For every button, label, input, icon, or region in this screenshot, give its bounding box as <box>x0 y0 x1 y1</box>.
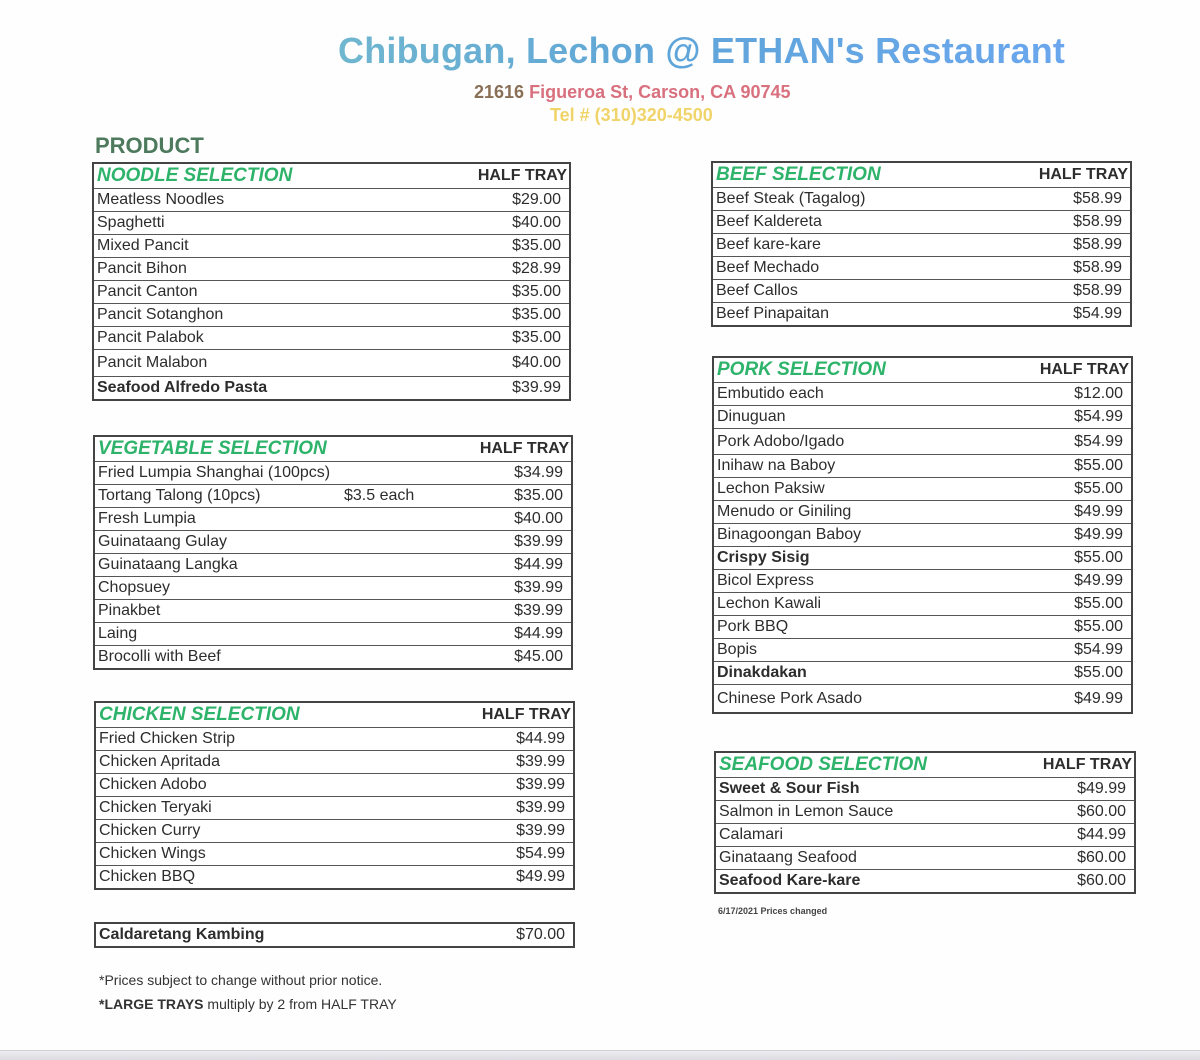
item-note <box>341 554 444 577</box>
item-price: $49.99 <box>985 501 1132 524</box>
item-price: $60.00 <box>1006 870 1135 894</box>
item-price: $28.99 <box>417 258 570 281</box>
section-title-text: NOODLE SELECTION <box>97 164 293 186</box>
menu-row <box>713 501 1132 524</box>
vegetable-selection-table <box>93 435 573 670</box>
item-price: $39.99 <box>444 577 572 600</box>
item-note <box>341 646 444 670</box>
item-name: Chopsuey <box>94 577 341 600</box>
item-price: $35.00 <box>417 281 570 304</box>
item-name: Beef kare-kare <box>712 234 982 257</box>
item-price: $49.99 <box>985 524 1132 547</box>
item-name: Dinakdakan <box>713 662 985 685</box>
item-name: Pancit Malabon <box>93 350 417 377</box>
section-title <box>712 162 982 188</box>
menu-row <box>94 485 572 508</box>
item-name: Seafood Alfredo Pasta <box>93 377 417 401</box>
large-tray-text: multiply by 2 from HALF TRAY <box>203 996 397 1012</box>
menu-row <box>715 801 1135 824</box>
item-name: Beef Pinapaitan <box>712 303 982 327</box>
item-price: $70.00 <box>449 923 574 947</box>
menu-row <box>712 257 1131 280</box>
item-price: $60.00 <box>1006 847 1135 870</box>
section-title-text: CHICKEN SELECTION <box>99 703 300 725</box>
item-price: $54.99 <box>982 303 1131 327</box>
menu-row <box>94 646 572 670</box>
section-header-row <box>712 162 1131 188</box>
item-name: Pancit Bihon <box>93 258 417 281</box>
item-price: $54.99 <box>985 406 1132 429</box>
item-price: $44.99 <box>1006 824 1135 847</box>
item-price: $54.99 <box>423 843 574 866</box>
menu-row <box>712 303 1131 327</box>
noodle-selection-table <box>92 162 571 401</box>
menu-row <box>95 728 574 751</box>
item-price: $58.99 <box>982 211 1131 234</box>
item-price: $39.99 <box>417 377 570 401</box>
item-note <box>341 508 444 531</box>
item-price: $55.00 <box>985 662 1132 685</box>
item-note: $3.5 each <box>341 485 444 508</box>
beef-selection-table <box>711 161 1132 327</box>
item-name: Chicken Wings <box>95 843 423 866</box>
item-name: Sweet & Sour Fish <box>715 778 1006 801</box>
item-name: Pinakbet <box>94 600 341 623</box>
menu-row <box>713 406 1132 429</box>
menu-row <box>713 455 1132 478</box>
restaurant-address <box>474 82 791 103</box>
item-name: Beef Steak (Tagalog) <box>712 188 982 211</box>
item-note <box>341 462 444 485</box>
item-name: Pancit Palabok <box>93 327 417 350</box>
half-tray-header: HALF TRAY <box>985 357 1132 383</box>
restaurant-title: Chibugan, Lechon @ ETHAN's Restaurant <box>338 30 1066 71</box>
menu-row <box>93 281 570 304</box>
menu-row <box>93 235 570 258</box>
item-price: $49.99 <box>423 866 574 890</box>
menu-row <box>713 383 1132 406</box>
menu-row <box>713 685 1132 714</box>
menu-row <box>95 774 574 797</box>
item-price: $44.99 <box>444 623 572 646</box>
section-header-row <box>95 702 574 728</box>
menu-row <box>95 866 574 890</box>
item-name: Guinataang Langka <box>94 554 341 577</box>
item-price: $54.99 <box>985 429 1132 455</box>
item-price: $55.00 <box>985 478 1132 501</box>
section-title-text: PORK SELECTION <box>717 358 886 380</box>
section-header-row <box>715 752 1135 778</box>
half-tray-header: HALF TRAY <box>1006 752 1135 778</box>
item-price: $55.00 <box>985 616 1132 639</box>
menu-row <box>93 189 570 212</box>
item-price: $39.99 <box>423 820 574 843</box>
item-price: $44.99 <box>444 554 572 577</box>
section-title-text: VEGETABLE SELECTION <box>98 437 327 459</box>
item-name: Fried Lumpia Shanghai (100pcs) <box>94 462 341 485</box>
menu-row <box>713 547 1132 570</box>
item-price: $39.99 <box>444 600 572 623</box>
menu-row <box>94 462 572 485</box>
item-name: Fresh Lumpia <box>94 508 341 531</box>
menu-row <box>713 662 1132 685</box>
menu-row <box>712 280 1131 303</box>
item-note <box>341 600 444 623</box>
menu-row <box>95 820 574 843</box>
item-name: Fried Chicken Strip <box>95 728 423 751</box>
menu-row <box>93 327 570 350</box>
item-name: Caldaretang Kambing <box>95 923 449 947</box>
item-price: $58.99 <box>982 280 1131 303</box>
item-name: Chicken BBQ <box>95 866 423 890</box>
item-name: Mixed Pancit <box>93 235 417 258</box>
half-tray-header: HALF TRAY <box>417 163 570 189</box>
item-name: Beef Mechado <box>712 257 982 280</box>
item-note <box>341 577 444 600</box>
item-name: Lechon Paksiw <box>713 478 985 501</box>
item-price: $12.00 <box>985 383 1132 406</box>
menu-row <box>94 600 572 623</box>
item-price: $35.00 <box>444 485 572 508</box>
item-price: $58.99 <box>982 234 1131 257</box>
item-name: Beef Kaldereta <box>712 211 982 234</box>
section-title <box>715 752 1006 778</box>
item-name: Dinuguan <box>713 406 985 429</box>
menu-row <box>715 824 1135 847</box>
item-price: $40.00 <box>417 212 570 235</box>
half-tray-header: HALF TRAY <box>982 162 1131 188</box>
menu-row <box>712 188 1131 211</box>
item-name: Embutido each <box>713 383 985 406</box>
menu-row <box>95 751 574 774</box>
item-name: Lechon Kawali <box>713 593 985 616</box>
item-name: Spaghetti <box>93 212 417 235</box>
item-name: Tortang Talong (10pcs) <box>94 485 341 508</box>
item-price: $39.99 <box>423 797 574 820</box>
item-name: Chicken Curry <box>95 820 423 843</box>
item-name: Bopis <box>713 639 985 662</box>
menu-row <box>95 843 574 866</box>
item-name: Pancit Canton <box>93 281 417 304</box>
product-label: PRODUCT <box>95 133 204 158</box>
item-price: $35.00 <box>417 235 570 258</box>
menu-row <box>93 258 570 281</box>
menu-row <box>94 623 572 646</box>
chicken-selection-table <box>94 701 575 890</box>
item-price: $45.00 <box>444 646 572 670</box>
menu-row <box>715 847 1135 870</box>
item-price: $58.99 <box>982 257 1131 280</box>
item-name: Laing <box>94 623 341 646</box>
section-header-row <box>94 436 572 462</box>
item-name: Chicken Apritada <box>95 751 423 774</box>
item-name: Seafood Kare-kare <box>715 870 1006 894</box>
special-item-table <box>94 922 575 948</box>
item-price: $54.99 <box>985 639 1132 662</box>
section-title <box>93 163 417 189</box>
item-price: $39.99 <box>423 774 574 797</box>
item-name: Menudo or Giniling <box>713 501 985 524</box>
item-price: $55.00 <box>985 455 1132 478</box>
restaurant-telephone: Tel # (310)320-4500 <box>550 105 713 125</box>
item-name: Chicken Teryaki <box>95 797 423 820</box>
large-tray-label: *LARGE TRAYS <box>99 996 204 1012</box>
section-header-row <box>713 357 1132 383</box>
menu-row <box>712 234 1131 257</box>
item-name: Meatless Noodles <box>93 189 417 212</box>
section-title-text: BEEF SELECTION <box>716 163 881 185</box>
large-tray-note <box>99 996 397 1012</box>
menu-row <box>94 577 572 600</box>
item-price: $40.00 <box>417 350 570 377</box>
item-price: $60.00 <box>1006 801 1135 824</box>
menu-row <box>93 304 570 327</box>
menu-row <box>94 531 572 554</box>
item-name: Pork Adobo/Igado <box>713 429 985 455</box>
item-price: $39.99 <box>423 751 574 774</box>
item-name: Brocolli with Beef <box>94 646 341 670</box>
menu-row <box>95 797 574 820</box>
item-name: Bicol Express <box>713 570 985 593</box>
section-title <box>94 436 444 462</box>
item-price: $49.99 <box>1006 778 1135 801</box>
item-price: $34.99 <box>444 462 572 485</box>
menu-row <box>95 923 574 947</box>
menu-row <box>715 778 1135 801</box>
price-disclaimer: *Prices subject to change without prior notice. <box>99 972 383 988</box>
item-price: $49.99 <box>985 685 1132 714</box>
item-name: Pancit Sotanghon <box>93 304 417 327</box>
item-price: $49.99 <box>985 570 1132 593</box>
item-name: Binagoongan Baboy <box>713 524 985 547</box>
menu-row <box>93 212 570 235</box>
item-price: $35.00 <box>417 327 570 350</box>
item-price: $58.99 <box>982 188 1131 211</box>
menu-row <box>94 554 572 577</box>
item-price: $35.00 <box>417 304 570 327</box>
section-title-text: SEAFOOD SELECTION <box>719 753 927 775</box>
section-title <box>713 357 985 383</box>
item-name: Inihaw na Baboy <box>713 455 985 478</box>
menu-row <box>713 570 1132 593</box>
item-name: Chicken Adobo <box>95 774 423 797</box>
item-price: $29.00 <box>417 189 570 212</box>
pork-selection-table <box>712 356 1133 714</box>
item-note <box>341 623 444 646</box>
section-header-row <box>93 163 570 189</box>
menu-row <box>713 616 1132 639</box>
menu-row <box>713 593 1132 616</box>
section-title <box>95 702 423 728</box>
item-name: Chinese Pork Asado <box>713 685 985 714</box>
seafood-selection-table <box>714 751 1136 894</box>
menu-row <box>93 377 570 401</box>
menu-row <box>713 639 1132 662</box>
item-price: $55.00 <box>985 593 1132 616</box>
item-price: $44.99 <box>423 728 574 751</box>
address-street: Figueroa St, Carson, CA 90745 <box>529 82 791 102</box>
item-name: Guinataang Gulay <box>94 531 341 554</box>
half-tray-header: HALF TRAY <box>444 436 572 462</box>
item-name: Crispy Sisig <box>713 547 985 570</box>
menu-row <box>713 524 1132 547</box>
item-name: Beef Callos <box>712 280 982 303</box>
item-price: $55.00 <box>985 547 1132 570</box>
item-name: Calamari <box>715 824 1006 847</box>
menu-row <box>712 211 1131 234</box>
item-name: Salmon in Lemon Sauce <box>715 801 1006 824</box>
menu-row <box>713 478 1132 501</box>
item-name: Ginataang Seafood <box>715 847 1006 870</box>
menu-row <box>94 508 572 531</box>
address-number: 21616 <box>474 82 525 102</box>
item-price: $39.99 <box>444 531 572 554</box>
item-name: Pork BBQ <box>713 616 985 639</box>
half-tray-header: HALF TRAY <box>423 702 574 728</box>
price-change-date: 6/17/2021 Prices changed <box>718 906 828 916</box>
menu-row <box>713 429 1132 455</box>
item-note <box>341 531 444 554</box>
menu-row <box>93 350 570 377</box>
menu-row <box>715 870 1135 894</box>
item-price: $40.00 <box>444 508 572 531</box>
